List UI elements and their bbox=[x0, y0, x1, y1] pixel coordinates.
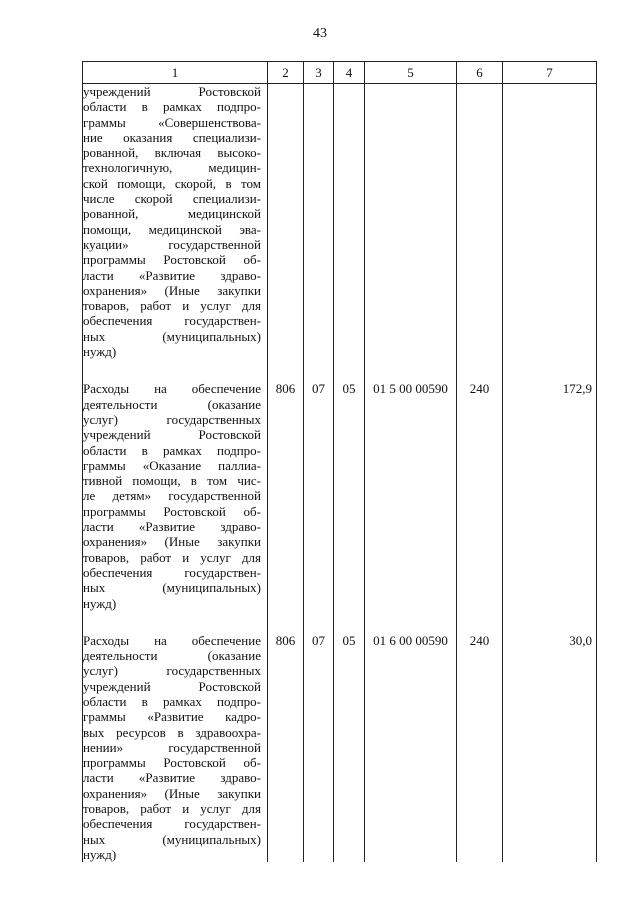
header-col-1: 1 bbox=[83, 62, 268, 84]
expense-name-line: Расходы на обеспечение bbox=[83, 381, 261, 397]
expense-name-line: нужд) bbox=[83, 846, 117, 862]
expense-name-line: услуг) государственных bbox=[83, 411, 261, 427]
cell-expense-type: 240 bbox=[457, 381, 503, 610]
expense-name-line: нужд) bbox=[83, 344, 117, 360]
expense-name-line: области в рамках подпро- bbox=[83, 693, 261, 709]
spacer-cell bbox=[457, 611, 503, 633]
expense-name-line: рованной, включая высоко- bbox=[83, 145, 261, 161]
expense-name-line: программы Ростовской об- bbox=[83, 755, 261, 771]
spacer-cell bbox=[503, 359, 597, 381]
cell-admin-code bbox=[268, 84, 304, 360]
spacer-cell bbox=[365, 359, 457, 381]
header-col-4: 4 bbox=[334, 62, 365, 84]
cell-section bbox=[304, 84, 334, 360]
expense-name-line: программы Ростовской об- bbox=[83, 503, 261, 519]
spacer-cell bbox=[457, 359, 503, 381]
spacer-cell bbox=[268, 359, 304, 381]
cell-subsection: 05 bbox=[334, 633, 365, 862]
expense-name-line: ных (муниципальных) bbox=[83, 831, 261, 847]
expense-name-line: нении» государственной bbox=[83, 739, 261, 755]
cell-expense-name bbox=[83, 633, 268, 862]
expense-name-line: деятельности (оказание bbox=[83, 396, 261, 412]
page-number: 43 bbox=[313, 26, 327, 41]
expense-name-line: услуг) государственных bbox=[83, 663, 261, 679]
expense-name-line: граммы «Оказание паллиа- bbox=[83, 457, 261, 473]
expense-name-line: ласти «Развитие здраво- bbox=[83, 267, 261, 283]
expense-name-line: обеспечения государствен- bbox=[83, 564, 261, 580]
expense-name-line: помощи, медицинской эва- bbox=[83, 221, 261, 237]
cell-admin-code: 806 bbox=[268, 381, 304, 610]
cell-subsection bbox=[334, 84, 365, 360]
expense-name-line: ных (муниципальных) bbox=[83, 328, 261, 344]
spacer-cell bbox=[334, 359, 365, 381]
expense-name-line: учреждений Ростовской bbox=[83, 84, 261, 99]
expense-name-line: ных (муниципальных) bbox=[83, 580, 261, 596]
cell-subsection: 05 bbox=[334, 381, 365, 610]
expense-name-line: области в рамках подпро- bbox=[83, 99, 261, 115]
cell-target-article: 01 6 00 00590 bbox=[365, 633, 457, 862]
spacer-cell bbox=[268, 611, 304, 633]
cell-admin-code: 806 bbox=[268, 633, 304, 862]
expense-name-line: охранения» (Иные закупки bbox=[83, 282, 261, 298]
expense-name-line: технологичную, медицин- bbox=[83, 160, 261, 176]
cell-amount: 172,9 bbox=[503, 381, 597, 610]
expense-name-line: области в рамках подпро- bbox=[83, 442, 261, 458]
cell-expense-type: 240 bbox=[457, 633, 503, 862]
expense-name-line: нужд) bbox=[83, 595, 117, 611]
expense-name-line: учреждений Ростовской bbox=[83, 678, 261, 694]
expense-name-line: ле детям» государственной bbox=[83, 488, 261, 504]
spacer-cell bbox=[503, 611, 597, 633]
table-row bbox=[83, 381, 597, 610]
spacer-cell bbox=[365, 611, 457, 633]
expense-name-line: рованной, медицинской bbox=[83, 206, 261, 222]
expense-name-line: вых ресурсов в здравоохра- bbox=[83, 724, 261, 740]
row-spacer bbox=[83, 359, 597, 381]
spacer-cell bbox=[304, 611, 334, 633]
expense-name-line: числе скорой специализи- bbox=[83, 191, 261, 207]
expense-name-line: граммы «Совершенствова- bbox=[83, 114, 261, 130]
expense-name-line: обеспечения государствен- bbox=[83, 816, 261, 832]
cell-amount bbox=[503, 84, 597, 360]
row-spacer bbox=[83, 611, 597, 633]
expense-name-line: охранения» (Иные закупки bbox=[83, 785, 261, 801]
spacer-cell bbox=[83, 611, 268, 633]
spacer-cell bbox=[304, 359, 334, 381]
expense-name-line: учреждений Ростовской bbox=[83, 427, 261, 443]
table-row bbox=[83, 84, 597, 360]
table-header-row bbox=[83, 62, 597, 84]
header-col-6: 6 bbox=[457, 62, 503, 84]
expense-name-line: обеспечения государствен- bbox=[83, 313, 261, 329]
expense-name-line: товаров, работ и услуг для bbox=[83, 298, 261, 314]
header-col-3: 3 bbox=[304, 62, 334, 84]
cell-expense-name bbox=[83, 381, 268, 610]
expense-name-line: товаров, работ и услуг для bbox=[83, 801, 261, 817]
expense-name-line: ласти «Развитие здраво- bbox=[83, 519, 261, 535]
expense-name-line: программы Ростовской об- bbox=[83, 252, 261, 268]
cell-expense-name bbox=[83, 84, 268, 360]
expense-name-line: куации» государственной bbox=[83, 236, 261, 252]
cell-target-article bbox=[365, 84, 457, 360]
expense-name-line: ние оказания специализи- bbox=[83, 129, 261, 145]
expense-name-line: граммы «Развитие кадро- bbox=[83, 709, 261, 725]
spacer-cell bbox=[334, 611, 365, 633]
table-row bbox=[83, 633, 597, 862]
expense-name-line: тивной помощи, в том чис- bbox=[83, 473, 261, 489]
expense-name-line: товаров, работ и услуг для bbox=[83, 549, 261, 565]
expense-name-line: ласти «Развитие здраво- bbox=[83, 770, 261, 786]
cell-expense-type bbox=[457, 84, 503, 360]
cell-section: 07 bbox=[304, 381, 334, 610]
budget-table bbox=[82, 61, 597, 862]
header-col-5: 5 bbox=[365, 62, 457, 84]
cell-target-article: 01 5 00 00590 bbox=[365, 381, 457, 610]
expense-name-line: деятельности (оказание bbox=[83, 648, 261, 664]
expense-name-line: охранения» (Иные закупки bbox=[83, 534, 261, 550]
expense-name-line: Расходы на обеспечение bbox=[83, 632, 261, 648]
cell-section: 07 bbox=[304, 633, 334, 862]
expense-name-line: ской помощи, скорой, в том bbox=[83, 175, 261, 191]
spacer-cell bbox=[83, 359, 268, 381]
cell-amount: 30,0 bbox=[503, 633, 597, 862]
header-col-7: 7 bbox=[503, 62, 597, 84]
header-col-2: 2 bbox=[268, 62, 304, 84]
